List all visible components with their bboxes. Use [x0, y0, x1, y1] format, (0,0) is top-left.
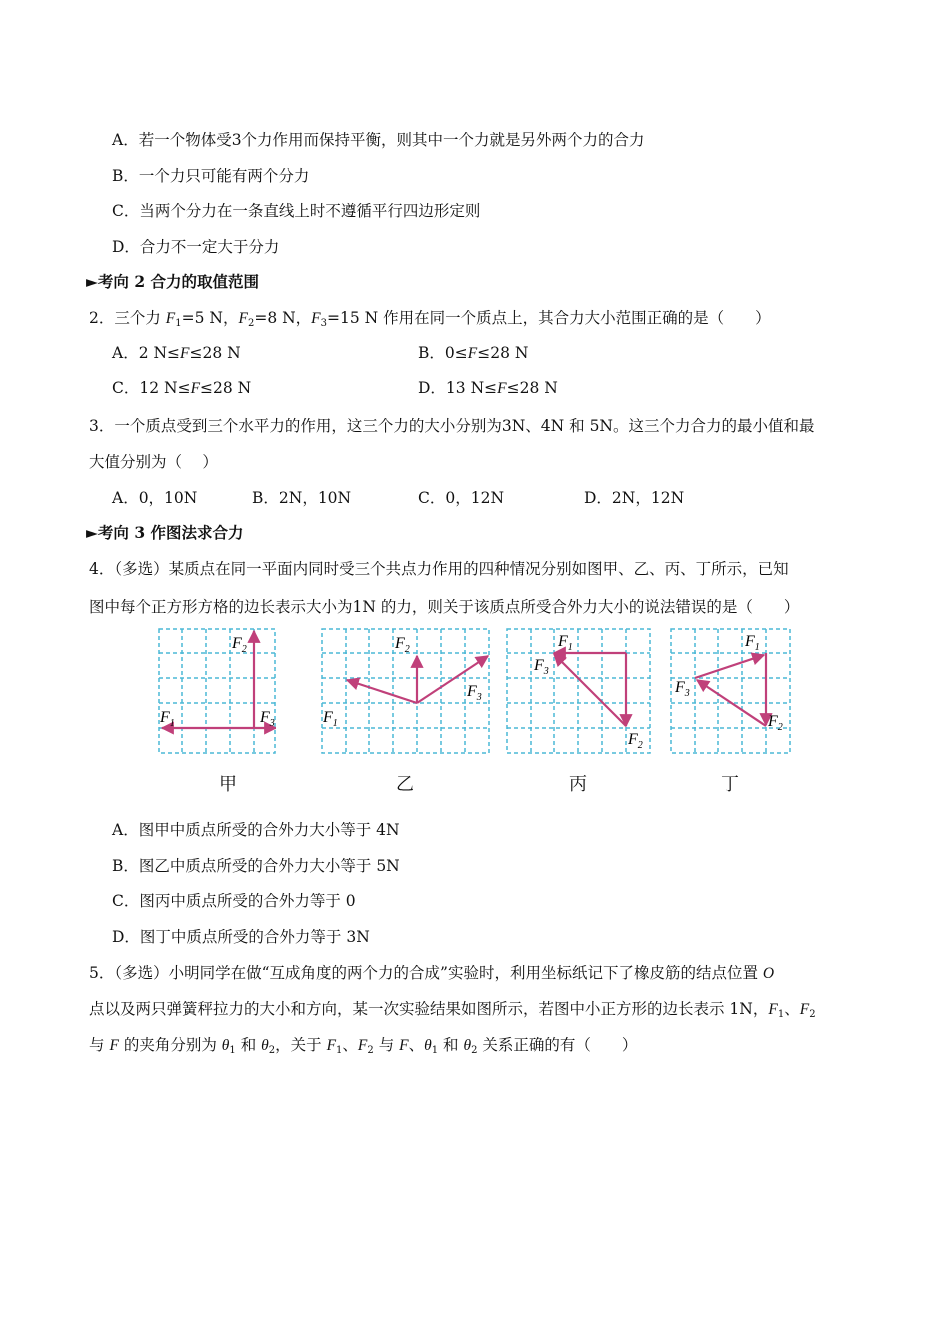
- q3-option-c: C．0，12N: [418, 489, 505, 507]
- q3-stem-line1: 3．一个质点受到三个水平力的作用，这三个力的大小分别为3N、4N 和 5N。这三个力合力的最小值和最: [89, 417, 815, 435]
- q3-option-d: D．2N，12N: [584, 489, 685, 507]
- svg-text:F1: $F_1$: [558, 633, 573, 653]
- svg-text:F3: $F_3$: [534, 657, 549, 677]
- caption-jia: 甲: [219, 774, 237, 795]
- force-diagram-jia: [158, 628, 276, 754]
- figure-bing: [506, 628, 652, 754]
- q2-stem: 2．三个力 $F_1=5$ N，$F_2=8$ N，$F_3=15$ N 作用在同一个质点上，其合力大小范围正确的是（ ）: [89, 309, 771, 329]
- figure-ding: [670, 628, 792, 754]
- q2-option-a: A．2 N≤F≤28 N: [112, 344, 241, 362]
- q1-option-b: B．一个力只可能有两个分力: [112, 167, 310, 185]
- q4-option-c: C．图丙中质点所受的合外力等于 0: [112, 892, 356, 910]
- caption-yi: 乙: [396, 774, 414, 795]
- svg-text:F2: $F_2$: [232, 635, 247, 655]
- q2-option-b: B．0≤F≤28 N: [418, 344, 529, 362]
- q1-option-a: A．若一个物体受3个力作用而保持平衡，则其中一个力就是另外两个力的合力: [112, 131, 645, 149]
- q1-option-c: C．当两个分力在一条直线上时不遵循平行四边形定则: [112, 202, 481, 220]
- svg-text:F1: $F_1$: [323, 709, 338, 729]
- force-diagram-bing: [506, 628, 652, 754]
- q4-option-b: B．图乙中质点所受的合外力大小等于 5N: [112, 857, 400, 875]
- svg-text:F2: $F_2$: [768, 713, 783, 733]
- svg-text:F3: $F_3$: [467, 683, 482, 703]
- svg-text:F2: $F_2$: [628, 731, 643, 751]
- svg-text:F1: $F_1$: [745, 633, 760, 653]
- q1-option-d: D．合力不一定大于分力: [112, 238, 280, 256]
- q4-stem-line2: 图中每个正方形方格的边长表示大小为1N 的力，则关于该质点所受合外力大小的说法错误的是（ ）: [89, 598, 800, 616]
- q5-stem-line3: 与 F 的夹角分别为 $\theta_1$ 和 $\theta_2$，关于 $F_1$、$F_2$ 与 F、$\theta_1$ 和 $\theta_2$ 关系正确的有（ ）: [89, 1036, 638, 1056]
- figure-yi: [321, 628, 491, 754]
- q5-stem-line2: 点以及两只弹簧秤拉力的大小和方向，某一次实验结果如图所示，若图中小正方形的边长表示 1N，$F_1$、$F_2$: [89, 1000, 816, 1020]
- force-diagram-yi: [321, 628, 491, 754]
- figure-jia: [158, 628, 276, 754]
- section-heading-2: ►考向 2 合力的取值范围: [86, 272, 259, 291]
- q3-option-a: A．0，10N: [112, 489, 198, 507]
- force-diagram-ding: [670, 628, 792, 754]
- q3-stem-line2: 大值分别为（ ）: [89, 453, 218, 471]
- q4-stem-line1: 4．（多选）某质点在同一平面内同时受三个共点力作用的四种情况分别如图甲、乙、丙、丁所示，已知: [89, 560, 789, 578]
- q3-option-b: B．2N，10N: [252, 489, 352, 507]
- q4-option-d: D．图丁中质点所受的合外力等于 3N: [112, 928, 370, 946]
- q4-option-a: A．图甲中质点所受的合外力大小等于 4N: [112, 821, 400, 839]
- q2-option-d: D．13 N≤F≤28 N: [418, 379, 558, 397]
- svg-text:F1: $F_1$: [160, 709, 175, 729]
- caption-ding: 丁: [721, 774, 739, 795]
- svg-text:F3: $F_3$: [675, 679, 690, 699]
- section-heading-3: ►考向 3 作图法求合力: [86, 523, 244, 542]
- svg-text:F2: $F_2$: [395, 635, 410, 655]
- svg-text:F3: $F_3$: [260, 709, 275, 729]
- caption-bing: 丙: [569, 774, 587, 795]
- q5-stem-line1: 5．（多选）小明同学在做“互成角度的两个力的合成”实验时，利用坐标纸记下了橡皮筋的结点位置 O: [89, 964, 775, 982]
- q2-option-c: C．12 N≤F≤28 N: [112, 379, 252, 397]
